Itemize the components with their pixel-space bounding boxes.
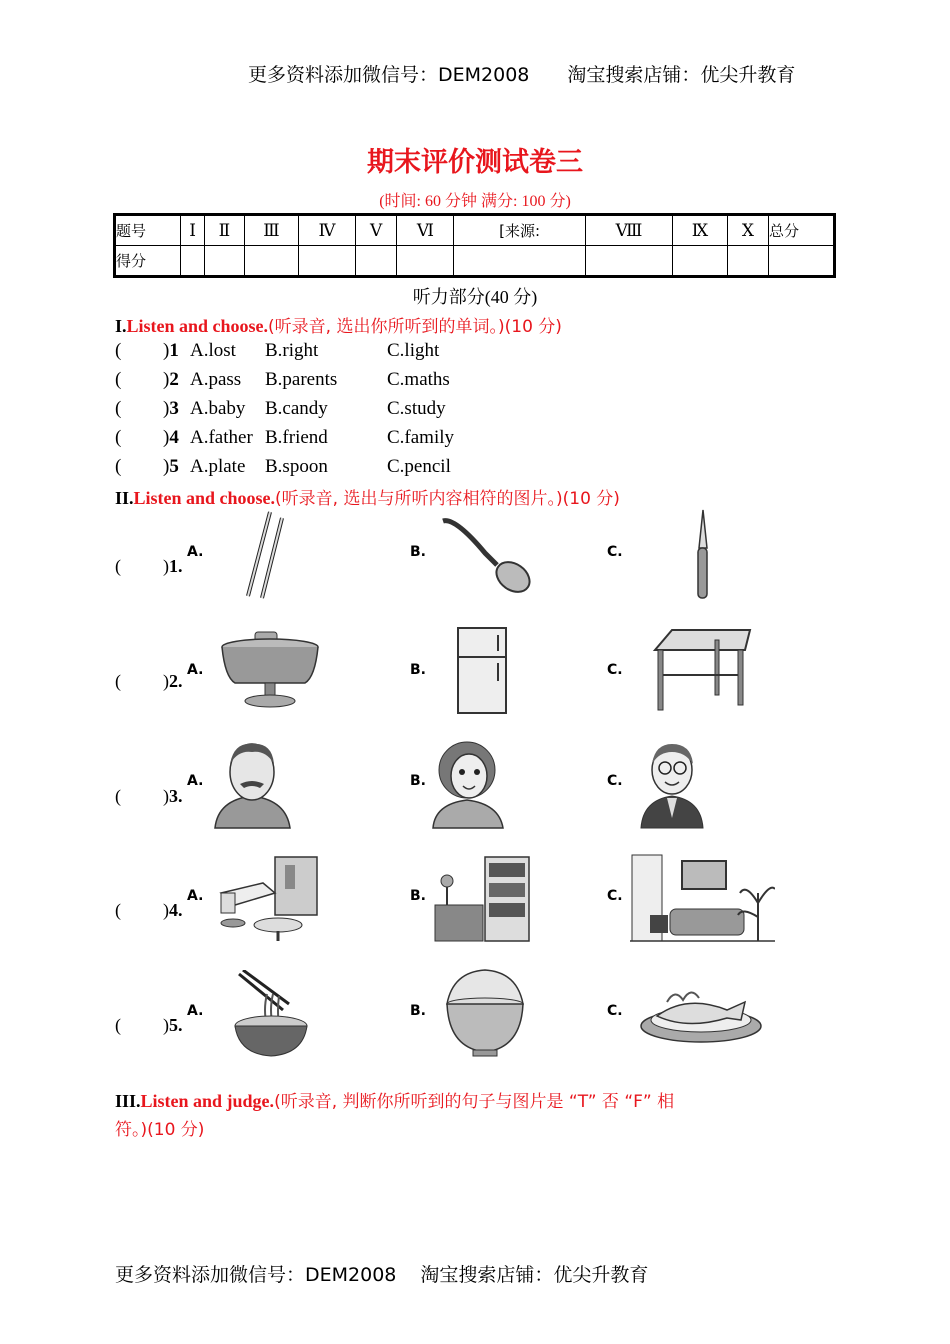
score-cell: Ⅴ [355, 215, 397, 246]
section-instruction: (听录音, 选出你所听到的单词。)(10 分) [268, 317, 562, 337]
question-row [115, 369, 615, 398]
score-blank[interactable] [299, 246, 355, 277]
option-c: C.pencil [387, 456, 451, 477]
answer-blank-open[interactable]: ( [115, 427, 122, 448]
option-b: B.spoon [265, 456, 328, 477]
answer-blank[interactable]: ( [115, 900, 121, 920]
option-a: A.plate [190, 456, 246, 477]
study-picture[interactable] [433, 855, 533, 945]
question-row [115, 427, 615, 456]
option-a-label: A. [187, 662, 204, 678]
table-picture[interactable] [650, 625, 755, 715]
question-label [115, 671, 183, 692]
score-blank[interactable] [244, 246, 299, 277]
section-instruction: (听录音, 判断你所听到的句子与图片是 “T” 否 “F” 相 [274, 1092, 675, 1112]
father-picture[interactable] [210, 738, 295, 830]
section-title: Listen and judge. [140, 1091, 275, 1111]
spoon-picture[interactable] [435, 513, 535, 598]
option-b-label: B. [410, 1003, 426, 1019]
question-number: )4 [163, 427, 179, 448]
question-row [115, 456, 615, 485]
score-cell: 题号 [115, 215, 181, 246]
question-label [115, 556, 183, 577]
mother-picture[interactable] [425, 738, 510, 830]
option-b: B.candy [265, 398, 328, 419]
score-table-header-row [115, 215, 835, 246]
answer-blank-open[interactable]: ( [115, 456, 122, 477]
question-number: )1 [163, 340, 179, 361]
chopsticks-picture[interactable] [230, 508, 290, 603]
question-number: )2. [163, 671, 183, 691]
part-score: (40 分) [484, 287, 538, 307]
fridge-picture[interactable] [453, 625, 513, 717]
picture-question-row [115, 508, 835, 618]
score-cell: Ⅲ [244, 215, 299, 246]
score-cell: Ⅳ [299, 215, 355, 246]
option-b: B.friend [265, 427, 328, 448]
score-cell: Ⅰ [181, 215, 205, 246]
score-cell: Ⅱ [205, 215, 244, 246]
option-a: A.father [190, 427, 253, 448]
section-number: II. [115, 488, 134, 508]
score-blank[interactable] [585, 246, 672, 277]
option-c-label: C. [607, 1003, 623, 1019]
score-cell: 得分 [115, 246, 181, 277]
header-watermark [248, 60, 795, 87]
option-b-label: B. [410, 544, 426, 560]
page-title: 期末评价测试卷三 [367, 147, 583, 178]
answer-blank-open[interactable]: ( [115, 369, 122, 390]
score-cell: 总分 [769, 215, 835, 246]
option-a-label: A. [187, 544, 204, 560]
option-c: C.light [387, 340, 440, 361]
question-number: )3. [163, 786, 183, 806]
question-number: )2 [163, 369, 179, 390]
option-c: C.family [387, 427, 455, 448]
question-number: )3 [163, 398, 179, 419]
knife-picture[interactable] [687, 508, 717, 603]
option-a: A.pass [190, 369, 242, 390]
answer-blank[interactable]: ( [115, 1015, 121, 1035]
section-instruction: (听录音, 选出与所听内容相符的图片。)(10 分) [275, 489, 620, 509]
footer-shop: 淘宝搜索店铺：优尖升教育 [420, 1264, 649, 1286]
option-c-label: C. [607, 544, 623, 560]
option-c-label: C. [607, 662, 623, 678]
score-blank[interactable] [673, 246, 728, 277]
option-b: B.right [265, 340, 319, 361]
question-row [115, 398, 615, 427]
section-number: I. [115, 316, 127, 336]
section-number: III. [115, 1091, 141, 1111]
question-number: )5. [163, 1015, 183, 1035]
score-blank[interactable] [205, 246, 244, 277]
header-shop: 淘宝搜索店铺：优尖升教育 [567, 64, 796, 86]
part-title [0, 283, 950, 309]
score-blank[interactable] [397, 246, 454, 277]
picture-question-row [115, 735, 835, 845]
section-2-heading [115, 484, 620, 509]
answer-blank[interactable]: ( [115, 556, 121, 576]
question-label [115, 1015, 183, 1036]
page-subtitle: (时间: 60 分钟 满分: 100 分) [379, 193, 571, 210]
score-blank[interactable] [181, 246, 205, 277]
answer-blank-open[interactable]: ( [115, 340, 122, 361]
score-cell: Ⅹ [727, 215, 768, 246]
option-c-label: C. [607, 888, 623, 904]
question-number: )1. [163, 556, 183, 576]
score-cell: Ⅷ [585, 215, 672, 246]
score-cell: [来源: [454, 215, 586, 246]
question-number: )4. [163, 900, 183, 920]
section-title: Listen and choose. [126, 316, 269, 336]
question-row [115, 340, 615, 369]
picture-question-row [115, 622, 835, 732]
rice-picture[interactable] [443, 968, 528, 1060]
option-b-label: B. [410, 662, 426, 678]
option-c: C.maths [387, 369, 450, 390]
section-3-instruction-cont: 符。)(10 分) [115, 1120, 205, 1140]
round-table-picture[interactable] [215, 627, 325, 712]
section-3-heading [115, 1087, 674, 1112]
header-wechat: 更多资料添加微信号：DEM2008 [248, 64, 530, 86]
option-c-label: C. [607, 773, 623, 789]
option-a-label: A. [187, 773, 204, 789]
option-a-label: A. [187, 1003, 204, 1019]
answer-blank[interactable]: ( [115, 671, 121, 691]
score-blank[interactable] [355, 246, 397, 277]
fish-picture[interactable] [637, 980, 765, 1050]
option-b-label: B. [410, 773, 426, 789]
question-number: )5 [163, 456, 179, 477]
picture-question-row [115, 850, 835, 960]
option-b: B.parents [265, 369, 338, 390]
score-cell: Ⅵ [397, 215, 454, 246]
noodles-picture[interactable] [233, 970, 313, 1060]
footer-watermark [115, 1260, 648, 1287]
question-label [115, 786, 183, 807]
score-blank[interactable] [454, 246, 586, 277]
living-room-picture[interactable] [630, 853, 775, 945]
question-label [115, 900, 183, 921]
option-b-label: B. [410, 888, 426, 904]
section-1-heading [115, 312, 562, 337]
answer-blank-open[interactable]: ( [115, 398, 122, 419]
picture-question-row [115, 965, 835, 1075]
grandfather-picture[interactable] [637, 738, 707, 830]
part-title-text: 听力部分 [412, 287, 485, 308]
score-cell: Ⅸ [673, 215, 728, 246]
option-c: C.study [387, 398, 446, 419]
score-table [113, 213, 836, 278]
section-title: Listen and choose. [133, 488, 276, 508]
bedroom-picture[interactable] [213, 853, 323, 945]
score-blank[interactable] [769, 246, 835, 277]
footer-wechat: 更多资料添加微信号：DEM2008 [115, 1264, 397, 1286]
score-blank[interactable] [727, 246, 768, 277]
option-a: A.lost [190, 340, 236, 361]
option-a: A.baby [190, 398, 246, 419]
option-a-label: A. [187, 888, 204, 904]
score-table-score-row [115, 246, 835, 277]
answer-blank[interactable]: ( [115, 786, 121, 806]
